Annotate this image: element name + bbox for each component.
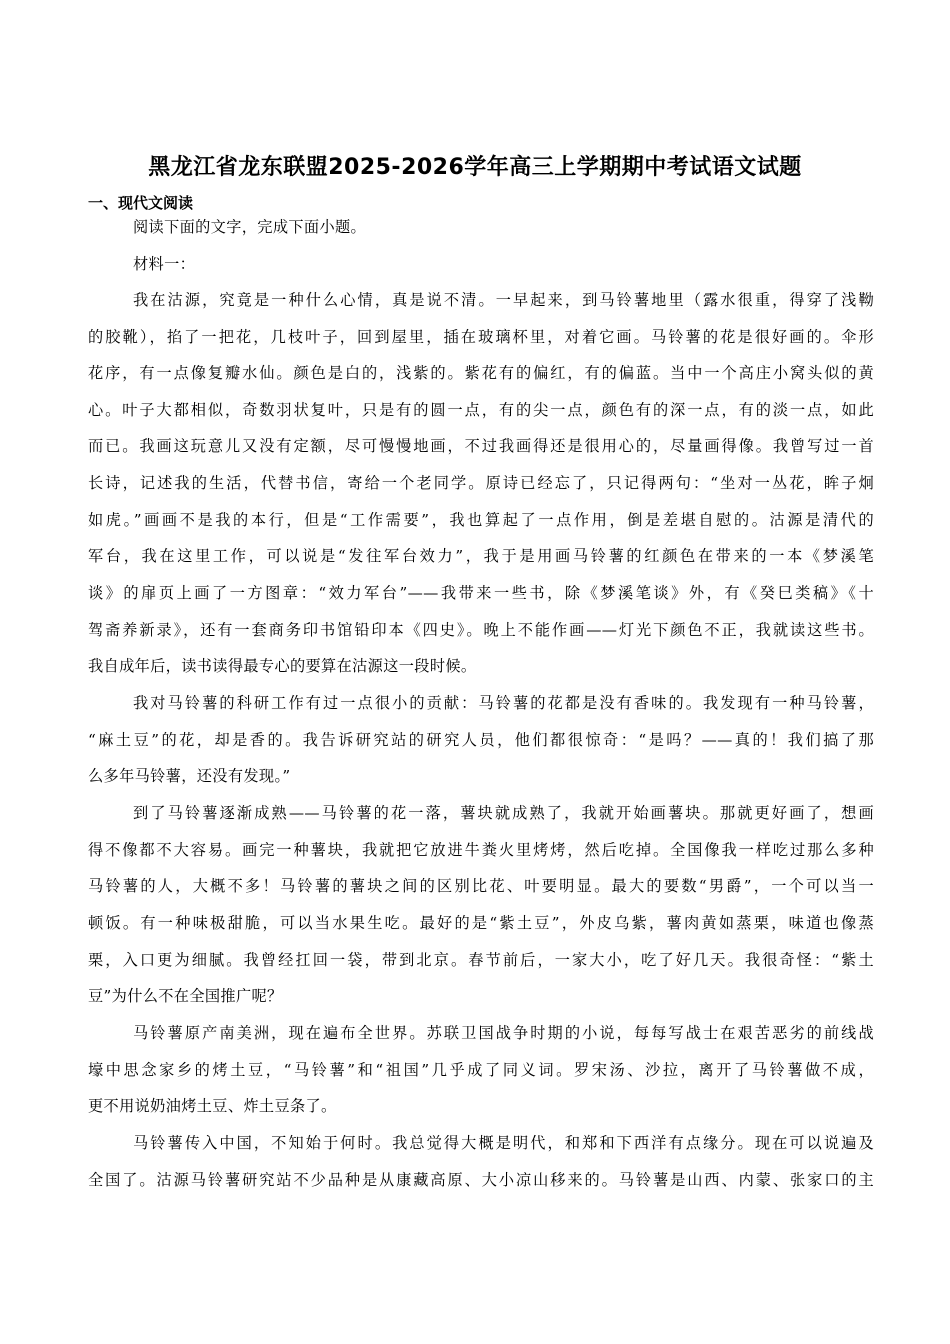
text-line: 得不像都不大容易。画完一种薯块，我就把它放进牛粪火里烤烤，然后吃掉。全国像我一样吃过那么多种 — [88, 841, 874, 859]
material-label: 材料一： — [133, 255, 196, 273]
text-line: “麻土豆”的花，却是香的。我告诉研究站的研究人员，他们都很惊奇：“是吗？——真的！我们搞了那 — [88, 731, 874, 749]
text-line: 到了马铃薯逐渐成熟——马铃薯的花一落，薯块就成熟了，我就开始画薯块。那就更好画了，想画 — [133, 804, 874, 822]
text-line: 的胶靴），掐了一把花，几枝叶子，回到屋里，插在玻璃杯里，对着它画。马铃薯的花是很好画的。伞形 — [88, 328, 874, 346]
text-line: 么多年马铃薯，还没有发现。” — [88, 767, 291, 785]
text-line: 我在沽源，究竟是一种什么心情，真是说不清。一早起来，到马铃薯地里（露水很重，得穿了浅靿 — [133, 291, 874, 309]
text-line: 如虎。”画画不是我的本行，但是“工作需要”，我也算起了一点作用，倒是差堪自慰的。沽源是清代的 — [88, 511, 874, 529]
text-line: 马铃薯原产南美洲，现在遍布全世界。苏联卫国战争时期的小说，每每写战士在艰苦恶劣的前线战 — [133, 1024, 874, 1042]
text-line: 壕中思念家乡的烤土豆，“马铃薯”和“祖国”几乎成了同义词。罗宋汤、沙拉，离开了马铃薯做不成， — [88, 1061, 874, 1079]
text-line: 豆”为什么不在全国推广呢？ — [88, 987, 283, 1005]
text-line: 我自成年后，读书读得最专心的要算在沽源这一段时候。 — [88, 657, 477, 675]
text-line: 马铃薯的人，大概不多！马铃薯的薯块之间的区别比花、叶要明显。最大的要数“男爵”，一个可以当一 — [88, 877, 874, 895]
page-title: 黑龙江省龙东联盟2025-2026学年高三上学期期中考试语文试题 — [148, 155, 802, 180]
text-line: 马铃薯传入中国，不知始于何时。我总觉得大概是明代，和郑和下西洋有点缘分。现在可以说遍及 — [133, 1134, 874, 1152]
text-line: 栗，入口更为细腻。我曾经扛回一袋，带到北京。春节前后，一家大小，吃了好几天。我很奇怪：“紫土 — [88, 951, 874, 969]
text-line: 军台，我在这里工作，可以说是“发往军台效力”，我于是用画马铃薯的红颜色在带来的一本《梦溪笔 — [88, 547, 874, 565]
text-line: 更不用说奶油烤土豆、炸土豆条了。 — [88, 1097, 337, 1115]
text-line: 长诗，记述我的生活，代替书信，寄给一个老同学。原诗已经忘了，只记得两句：“坐对一丛花，眸子炯 — [88, 474, 874, 492]
instruction-text: 阅读下面的文字，完成下面小题。 — [133, 218, 367, 236]
text-line: 而已。我画这玩意儿又没有定额，尽可慢慢地画，不过我画得还是很用心的，尽量画得像。我曾写过一首 — [88, 437, 874, 455]
text-line: 谈》的扉页上画了一方图章：“效力军台”——我带来一些书，除《梦溪笔谈》外，有《癸巳类稿》《十 — [88, 584, 874, 602]
text-line: 顿饭。有一种味极甜脆，可以当水果生吃。最好的是“紫土豆”，外皮乌紫，薯肉黄如蒸栗，味道也像蒸 — [88, 914, 874, 932]
text-line: 我对马铃薯的科研工作有过一点很小的贡献：马铃薯的花都是没有香味的。我发现有一种马铃薯， — [133, 694, 874, 712]
text-line: 花序，有一点像复瓣水仙。颜色是白的，浅紫的。紫花有的偏红，有的偏蓝。当中一个高庄小窝头似的黄 — [88, 364, 874, 382]
text-line: 驾斋养新录》，还有一套商务印书馆铅印本《四史》。晚上不能作画——灯光下颜色不正，我就读这些书。 — [88, 621, 874, 639]
section-heading: 一、现代文阅读 — [88, 194, 194, 212]
text-line: 心。叶子大都相似，奇数羽状复叶，只是有的圆一点，有的尖一点，颜色有的深一点，有的淡一点，如此 — [88, 401, 874, 419]
text-line: 全国了。沽源马铃薯研究站不少品种是从康藏高原、大小凉山移来的。马铃薯是山西、内蒙、张家口的主 — [88, 1171, 874, 1189]
